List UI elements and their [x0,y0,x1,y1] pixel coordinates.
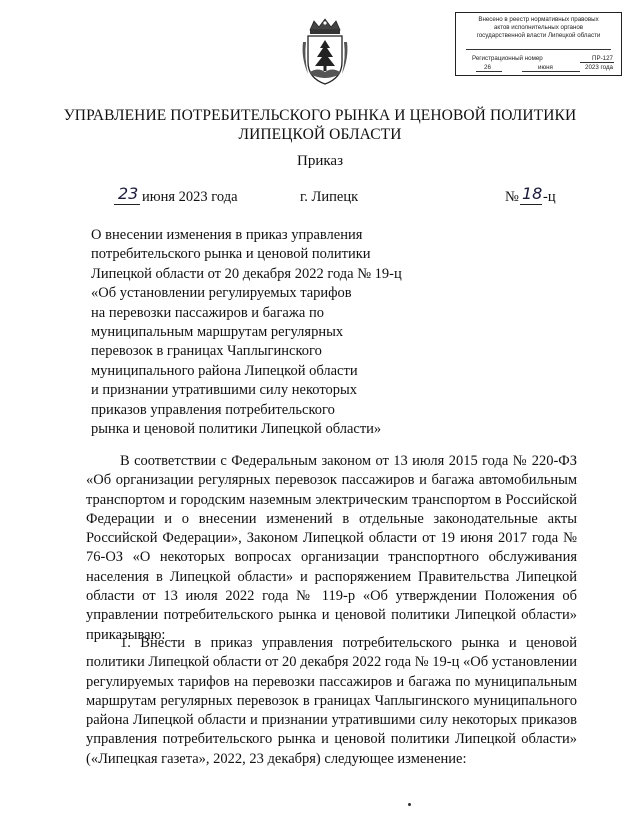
subject-line: перевозок в границах Чаплыгинского [91,343,322,360]
city: г. Липецк [300,189,359,205]
preamble-paragraph: В соответствии с Федеральным законом от 13 июля 2015 года № 220-ФЗ «Об организации регулярных перевозок пассажиров и багажа автомобильным транспортом и городским наземным электрическим транспортом в Российской Федерации и о внесении изменений в отдельные законодательные акты Российской Федерации», Законом Липецкой области от 19 июня 2017 года № 76-ОЗ «О некоторых вопросах организации транспортного обслуживания населения в Липецкой области» и распоряжением Правительства Липецкой области от 13 июля 2022 года № 119-р «Об утверждении Положения об управлении потребительского рынка и ценовой политики Липецкой области» приказываю: [86,453,577,643]
subject-line: Липецкой области от 20 декабря 2022 года № 19-ц [91,265,402,282]
title-line-2: ЛИПЕЦКОЙ ОБЛАСТИ [238,126,402,143]
registry-stamp [455,12,622,76]
stamp-year: 2023 года [585,64,613,71]
subject-line: и признании утратившими силу некоторых [91,382,357,399]
subject-line: муниципальным маршрутам регулярных [91,324,344,341]
stamp-registration-number: ПР-127 [592,55,613,62]
stamp-day: 26 [484,64,491,71]
subject-line: О внесении изменения в приказ управления [91,227,363,243]
handwritten-order-number: 18 [522,184,543,203]
coat-of-arms-emblem [300,18,350,86]
handwritten-day: 23 [118,184,139,203]
stamp-line-1: Внесено в реестр нормативных правовых [478,16,599,23]
stamp-line-2: актов исполнительных органов [493,24,584,31]
stamp-day-underline [476,71,502,72]
issuing-authority-title [60,106,580,144]
stamp-month: июня [538,64,553,71]
stamp-month-underline [522,71,580,72]
stamp-line-3: государственной власти Липецкой области [476,32,601,39]
subject-line: приказов управления потребительского [91,401,335,418]
scan-speck [408,803,411,806]
subject-heading [91,226,402,439]
title-line-1: УПРАВЛЕНИЕ ПОТРЕБИТЕЛЬСКОГО РЫНКА И ЦЕНОВОЙ ПОЛИТИКИ [63,107,577,124]
number-underline [520,204,542,205]
subject-line: «Об установлении регулируемых тарифов [91,285,352,302]
order-number-suffix: -ц [543,189,556,205]
subject-line: муниципального района Липецкой области [91,362,358,379]
stamp-registration-label: Регистрационный номер [472,55,543,62]
subject-line: потребительского рынка и ценовой политики [91,246,371,263]
date-month-year: июня 2023 года [142,189,238,205]
date-line [0,184,640,213]
clause-1-paragraph: 1. Внести в приказ управления потребительского рынка и ценовой политики Липецкой области от 20 декабря 2022 года № 19-ц «Об установлении регулируемых тарифов на перевозки пассажиров и багажа по муниципальным маршрутам регулярных перевозок в границах Чаплыгинского муниципального района Липецкой области и признании утратившими силу некоторых приказов управления потребительского рынка и ценовой политики Липецкой области» («Липецкая газета», 2022, 23 декабря) следующее изменение: [86,635,577,767]
document-type: Приказ [296,153,343,169]
subject-line: на перевозки пассажиров и багажа по [91,304,324,321]
day-underline [114,204,140,205]
stamp-divider [466,49,611,50]
subject-line: рынка и ценовой политики Липецкой области» [91,421,382,438]
number-sign: № [505,189,519,205]
stamp-number-underline [580,62,614,63]
